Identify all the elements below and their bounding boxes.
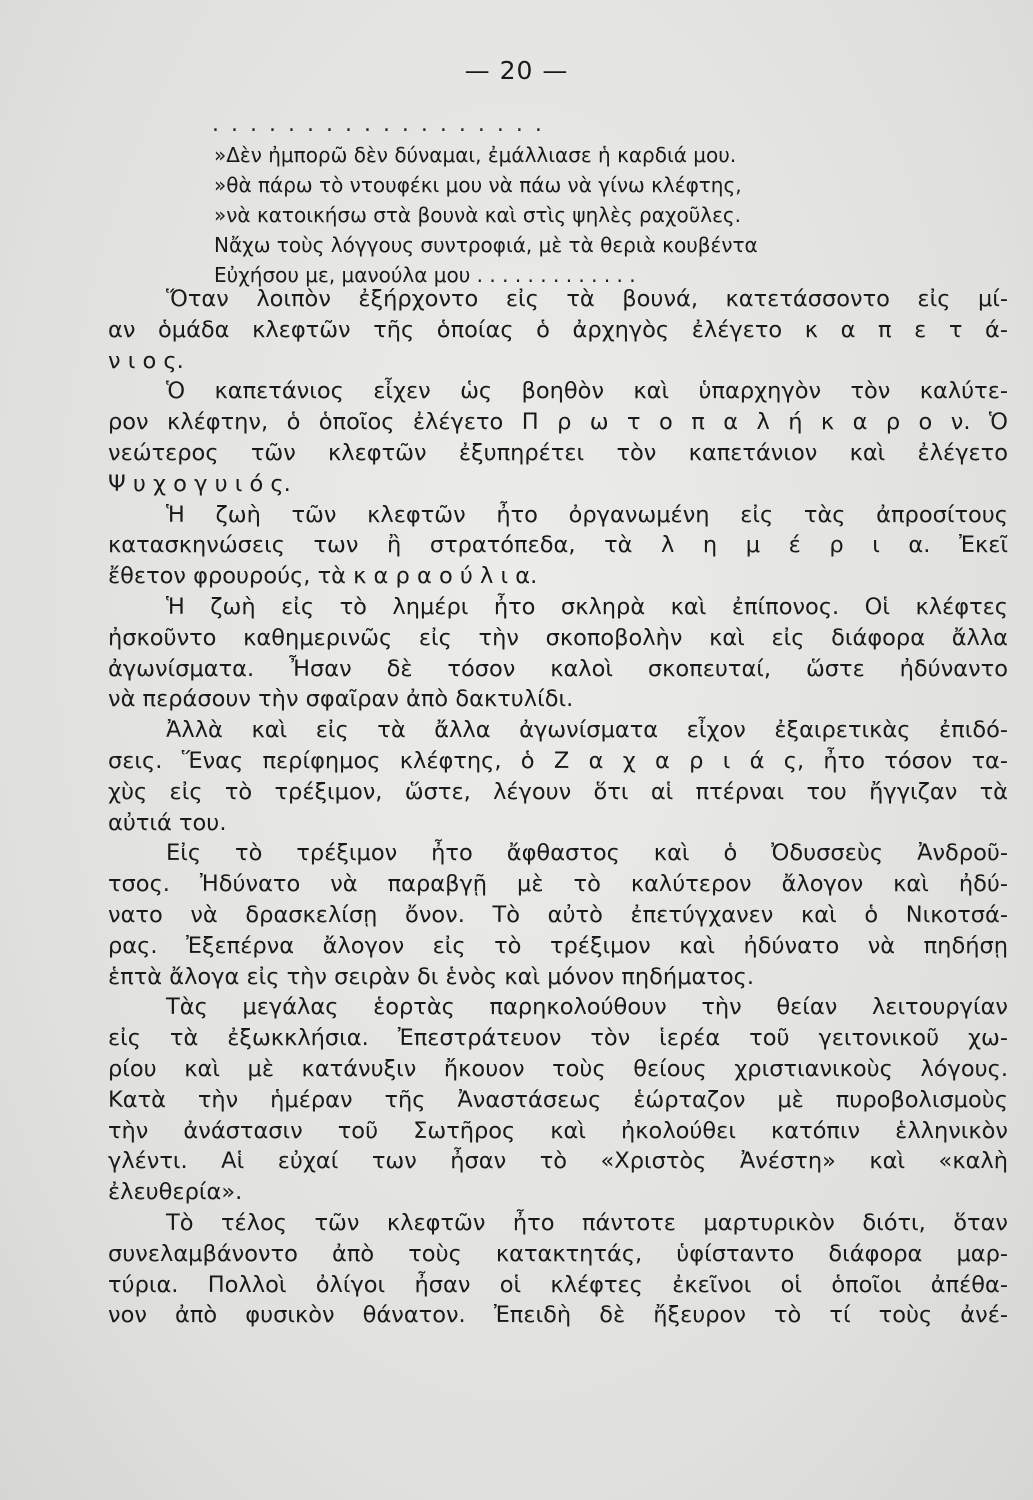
verse-line: Νἄχω τοὺς λόγγους συντροφιά, μὲ τὰ θεριὰ κουβέντα [214, 233, 758, 257]
text-line: ἐλευθερία». [108, 1179, 243, 1206]
text-line: Τὸ τέλος τῶν κλεφτῶν ἦτο πάντοτε μαρτυρικὸν διότι, ὅταν [166, 1209, 1008, 1236]
text-line: ἠσκοῦντο καθημερινῶς εἰς τὴν σκοποβολὴν καὶ εἰς διάφορα ἄλλα [108, 624, 1008, 651]
text-line: νεώτερος τῶν κλεφτῶν ἐξυπηρέτει τὸν καπετάνιον καὶ ἐλέγετο [108, 439, 1008, 466]
text-line: Ψ υ χ ο γ υ ι ό ς. [108, 470, 291, 497]
text-line: εἰς τὰ ἐξωκκλήσια. Ἐπεστράτευον τὸν ἱερέα τοῦ γειτονικοῦ χω- [108, 1025, 1008, 1052]
verse-line: Εὐχήσου με, μανούλα μου . . . . . . . . . . . . . [214, 263, 636, 287]
text-line: Ἡ ζωὴ τῶν κλεφτῶν ἦτο ὀργανωμένη εἰς τὰς ἀπροσίτους [166, 501, 1008, 528]
text-line: τὴν ἀνάστασιν τοῦ Σωτῆρος καὶ ἠκολούθει κατόπιν ἑλληνικὸν [108, 1117, 1008, 1144]
text-line: Ὁ καπετάνιος εἶχεν ὡς βοηθὸν καὶ ὑπαρχηγὸν τὸν καλύτε- [166, 378, 1008, 405]
text-line: αν ὁμάδα κλεφτῶν τῆς ὁποίας ὁ ἀρχηγὸς ἐλέγετο κ α π ε τ ά- [108, 316, 1008, 343]
text-line: νὰ περάσουν τὴν σφαῖραν ἀπὸ δακτυλίδι. [108, 686, 574, 713]
folk-song-verse [214, 140, 758, 290]
text-line: ἔθετον φρουρούς, τὰ κ α ρ α ο ύ λ ι α. [108, 563, 538, 590]
verse-line: »θὰ πάρω τὸ ντουφέκι μου νὰ πάω νὰ γίνω κλέφτης, [214, 173, 742, 197]
text-line: Ἡ ζωὴ εἰς τὸ λημέρι ἦτο σκληρὰ καὶ ἐπίπονος. Οἱ κλέφτες [166, 593, 1008, 620]
text-line: νατο νὰ δρασκελίσῃ ὄνον. Τὸ αὐτὸ ἐπετύγχανεν καὶ ὁ Νικοτσά- [108, 901, 1008, 928]
text-line: τσος. Ἠδύνατο νὰ παραβγῇ μὲ τὸ καλύτερον ἄλογον καὶ ἠδύ- [108, 871, 1008, 898]
text-line: αὐτιά του. [108, 809, 227, 836]
body-text [108, 284, 1008, 1331]
text-line: σεις. Ἕνας περίφημος κλέφτης, ὁ Ζ α χ α ρ ι ά ς, ἦτο τόσον τα- [108, 747, 1008, 774]
text-line: συνελαμβάνοντο ἀπὸ τοὺς κατακτητάς, ὑφίσταντο διάφορα μαρ- [108, 1240, 1008, 1267]
text-line: γλέντι. Αἱ εὐχαί των ἦσαν τὸ «Χριστὸς Ἀνέστη» καὶ «καλὴ [108, 1148, 1008, 1175]
text-line: κατασκηνώσεις των ἢ στρατόπεδα, τὰ λ η μ έ ρ ι α. Ἐκεῖ [108, 532, 1008, 559]
text-line: Ἀλλὰ καὶ εἰς τὰ ἄλλα ἀγωνίσματα εἶχον ἐξαιρετικὰς ἐπιδό- [166, 717, 1008, 744]
text-line: τύρια. Πολλοὶ ὀλίγοι ἦσαν οἱ κλέφτες ἐκεῖνοι οἱ ὁποῖοι ἀπέθα- [108, 1271, 1008, 1298]
page-number: — 20 — [464, 56, 569, 85]
text-line: Εἰς τὸ τρέξιμον ἦτο ἄφθαστος καὶ ὁ Ὀδυσσεὺς Ἀνδροῦ- [166, 840, 1008, 867]
text-line: Ὅταν λοιπὸν ἐξήρχοντο εἰς τὰ βουνά, κατετάσσοντο εἰς μί- [166, 286, 1008, 312]
ellipsis-dot-row: .................. [212, 112, 554, 137]
text-line: Κατὰ τὴν ἡμέραν τῆς Ἀναστάσεως ἑώρταζον μὲ πυροβολισμοὺς [108, 1086, 1008, 1113]
text-line: ρίου καὶ μὲ κατάνυξιν ἤκουον τοὺς θείους χριστιανικοὺς λόγους. [108, 1055, 1008, 1082]
text-line: ἀγωνίσματα. Ἦσαν δὲ τόσον καλοὶ σκοπευταί, ὥστε ἠδύναντο [108, 655, 1008, 682]
text-line: ρας. Ἐξεπέρνα ἄλογον εἰς τὸ τρέξιμον καὶ ἠδύνατο νὰ πηδήσῃ [108, 932, 1008, 959]
text-line: ἑπτὰ ἄλογα εἰς τὴν σειρὰν δι ἑνὸς καὶ μόνον πηδήματος. [108, 963, 755, 990]
verse-line: »Δὲν ἠμπορῶ δὲν δύναμαι, ἐμάλλιασε ἡ καρδιά μου. [214, 143, 737, 167]
text-line: Τὰς μεγάλας ἑορτὰς παρηκολούθουν τὴν θείαν λειτουργίαν [166, 994, 1008, 1021]
text-line: νον ἀπὸ φυσικὸν θάνατον. Ἐπειδὴ δὲ ἤξευρον τὸ τί τοὺς ἀνέ- [108, 1302, 1008, 1329]
text-line: ρον κλέφτην, ὁ ὁποῖος ἐλέγετο Π ρ ω τ ο π α λ ή κ α ρ ο ν. Ὁ [108, 409, 1008, 436]
text-line: ν ι ο ς. [108, 347, 184, 374]
text-line: χὺς εἰς τὸ τρέξιμον, ὥστε, λέγουν ὅτι αἱ πτέρναι του ἤγγιζαν τὰ [108, 778, 1008, 805]
verse-line: »νὰ κατοικήσω στὰ βουνὰ καὶ στὶς ψηλὲς ραχοῦλες. [214, 203, 742, 227]
